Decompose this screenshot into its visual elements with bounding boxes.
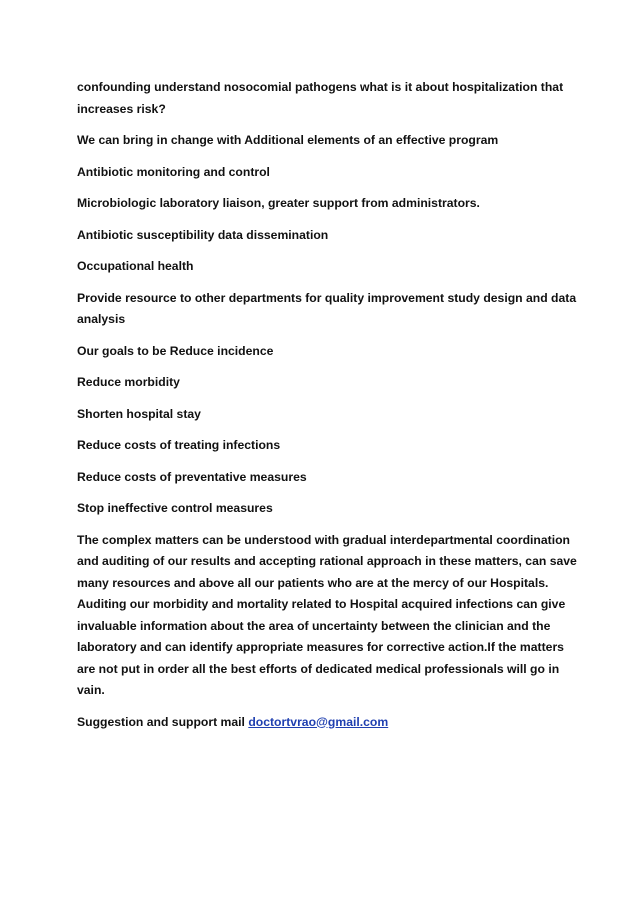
contact-email-link[interactable]: doctortvrao@gmail.com	[248, 714, 389, 729]
paragraph-stop-ineffective: Stop ineffective control measures	[77, 501, 273, 515]
contact-line	[77, 712, 577, 734]
paragraph-occupational-health: Occupational health	[77, 259, 194, 273]
paragraph-reduce-preventative-costs: Reduce costs of preventative measures	[77, 469, 307, 484]
paragraph-lab-liaison: Microbiologic laboratory liaison, greater support from administrators.	[77, 196, 480, 210]
paragraph-shorten-stay: Shorten hospital stay	[77, 406, 201, 421]
paragraph-susceptibility-data: Antibiotic susceptibility data dissemination	[77, 227, 329, 242]
paragraph-reduce-treatment-costs: Reduce costs of treating infections	[77, 438, 281, 452]
paragraph-effective-program: We can bring in change with Additional elements of an effective program	[77, 133, 499, 147]
contact-label: Suggestion and support mail	[77, 714, 249, 729]
paragraph-complex-matters: The complex matters can be understood with gradual interdepartmental coordination and auditing of our results and accepting rational approach in these matters, can save many resources and above all our patients who are at the mercy of our Hospitals. Auditing our morbidity and mortality related to Hospital acquired infections can give invaluable information about the area of uncertainty between the clinician and the laboratory and can identify appropriate measures for corrective action.If the matters are not put in order all the best efforts of dedicated medical professionals will go in vain.	[77, 532, 577, 697]
document-page	[77, 77, 577, 743]
paragraph-antibiotic-monitoring: Antibiotic monitoring and control	[77, 164, 270, 179]
paragraph-provide-resource: Provide resource to other departments for quality improvement study design and data analysis	[77, 290, 577, 326]
paragraph-nosocomial-question: confounding understand nosocomial pathogens what is it about hospitalization that increases risk?	[77, 80, 564, 116]
paragraph-goals: Our goals to be Reduce incidence	[77, 343, 274, 358]
paragraph-reduce-morbidity: Reduce morbidity	[77, 375, 180, 389]
